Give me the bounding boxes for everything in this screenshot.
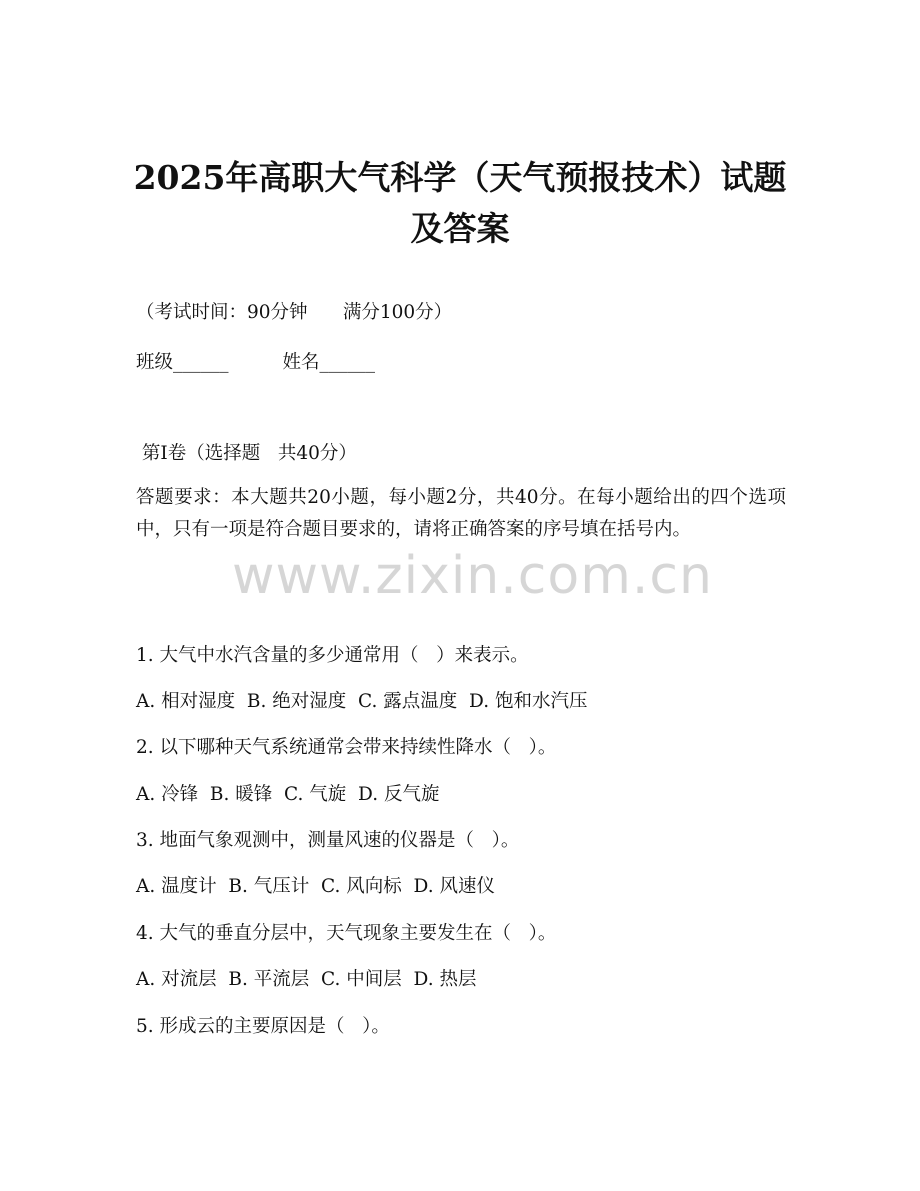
class-field[interactable]: 班级______ [136, 352, 229, 373]
section-heading: 第I卷（选择题 共40分） [136, 443, 357, 464]
question-4-stem: 4. 大气的垂直分层中，天气现象主要发生在（ ）。 [136, 923, 557, 944]
watermark: www.zixin.com.cn [232, 546, 713, 606]
title-line-1: 2025年高职大气科学（天气预报技术）试题 [133, 158, 787, 197]
question-1-stem: 1. 大气中水汽含量的多少通常用（ ）来表示。 [136, 645, 529, 666]
student-info-row [136, 350, 375, 376]
question-2-stem: 2. 以下哪种天气系统通常会带来持续性降水（ ）。 [136, 737, 557, 758]
question-5-stem: 5. 形成云的主要原因是（ ）。 [136, 1016, 390, 1037]
name-field[interactable]: 姓名______ [282, 352, 376, 373]
question-2-options: A. 冷锋 B. 暖锋 C. 气旋 D. 反气旋 [136, 784, 440, 805]
question-4-options: A. 对流层 B. 平流层 C. 中间层 D. 热层 [136, 969, 477, 990]
question-3-options: A. 温度计 B. 气压计 C. 风向标 D. 风速仪 [136, 876, 495, 897]
instructions: 答题要求：本大题共20小题，每小题2分，共40分。在每小题给出的四个选项中，只有一项是符合题目要求的，请将正确答案的序号填在括号内。 [136, 487, 786, 540]
exam-info: （考试时间：90分钟 满分100分） [136, 302, 453, 323]
question-1-options: A. 相对湿度 B. 绝对湿度 C. 露点温度 D. 饱和水汽压 [136, 691, 588, 712]
question-3-stem: 3. 地面气象观测中，测量风速的仪器是（ ）。 [136, 830, 520, 851]
title-line-2: 及答案 [410, 209, 510, 248]
